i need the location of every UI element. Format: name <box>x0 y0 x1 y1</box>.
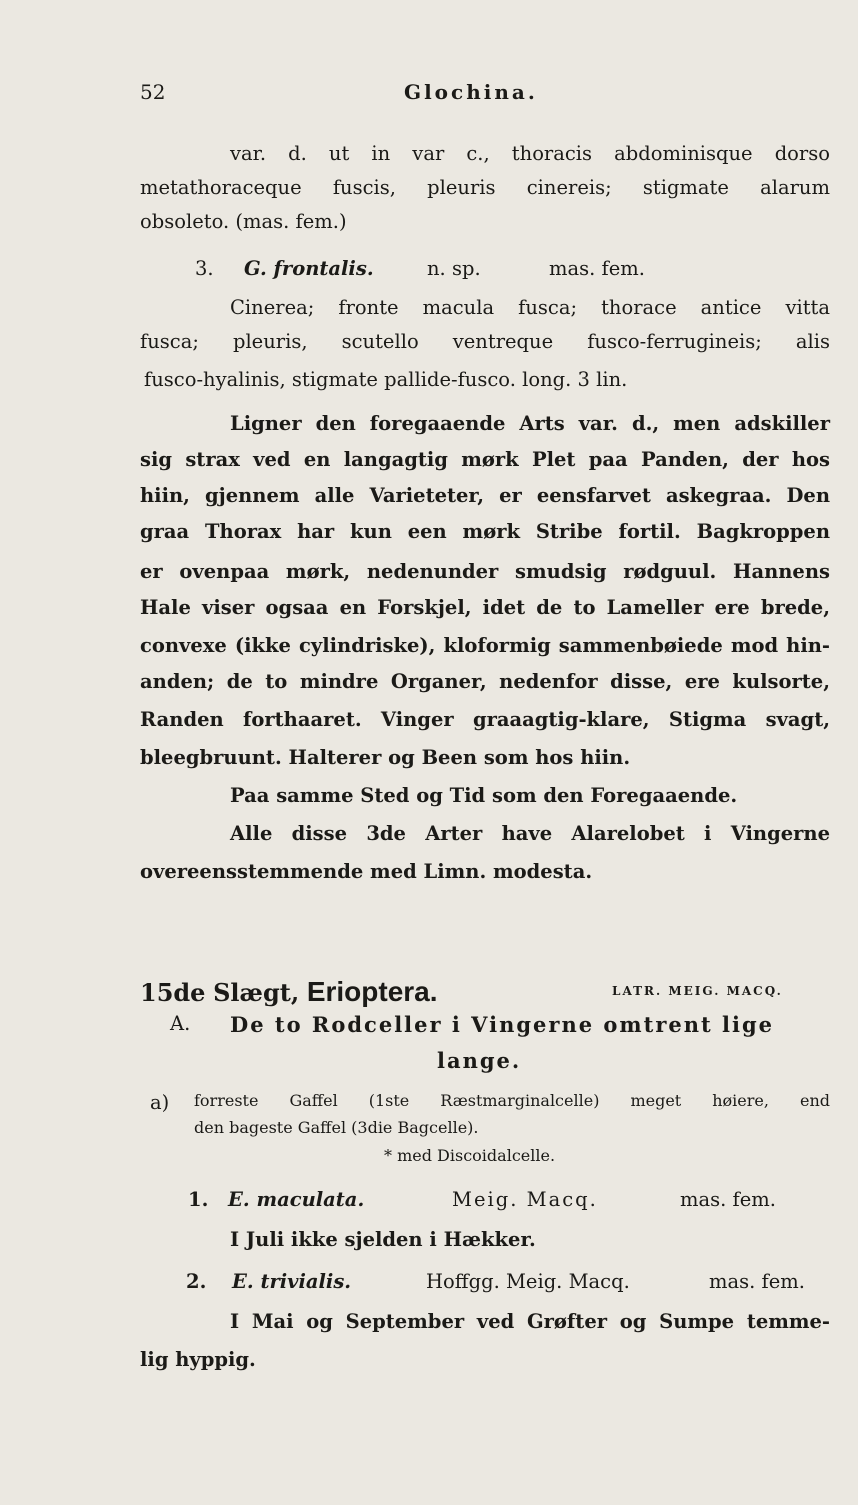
running-title: Glochina. <box>404 80 538 104</box>
species-authority: Meig. Macq. <box>452 1188 598 1211</box>
text-line: convexe (ikke cylindriske), kloformig sammenbøiede mod hin- <box>140 634 830 657</box>
species-habitat: I Mai og September ved Grøfter og Sumpe temme- <box>230 1310 830 1333</box>
species-sex: mas. fem. <box>680 1188 776 1211</box>
text-line: Cinerea; fronte macula fusca; thorace antice vitta <box>230 296 830 319</box>
text-line: var. d. ut in var c., thoracis abdominisque dorso <box>230 142 830 165</box>
text-line: Ligner den foregaaende Arts var. d., men adskiller <box>230 412 830 435</box>
text-line: Randen forthaaret. Vinger graaagtig-klare, Stigma svagt, <box>140 708 830 731</box>
group-label: A. <box>170 1012 191 1035</box>
species-name: G. frontalis. <box>244 257 374 280</box>
text-line: anden; de to mindre Organer, nedenfor disse, ere kulsorte, <box>140 670 830 693</box>
page-number: 52 <box>140 80 166 104</box>
text-line: overeensstemmende med Limn. modesta. <box>140 860 593 883</box>
species-number: 1. <box>188 1188 209 1211</box>
species-sex: mas. fem. <box>549 257 645 280</box>
species-sex: mas. fem. <box>709 1270 805 1293</box>
text-line: obsoleto. (mas. fem.) <box>140 210 347 233</box>
species-authority: Hoffgg. Meig. Macq. <box>426 1270 630 1293</box>
text-line: Alle disse 3de Arter have Alarelobet i Vingerne <box>230 822 830 845</box>
text-line: hiin, gjennem alle Varieteter, er eensfarvet askegraa. Den <box>140 484 830 507</box>
text-line: metathoraceque fuscis, pleuris cinereis; stigmate alarum <box>140 176 830 199</box>
species-name: E. trivialis. <box>232 1270 352 1293</box>
genus-danish: Slægt, <box>213 978 300 1007</box>
text-line: bleegbruunt. Halterer og Been som hos hiin. <box>140 746 631 769</box>
section-number: 15de <box>140 978 206 1007</box>
text-line: Hale viser ogsaa en Forskjel, idet de to Lameller ere brede, <box>140 596 830 619</box>
species-nsp: n. sp. <box>427 257 481 280</box>
section-heading <box>140 976 858 1008</box>
genus-authors: LATR. MEIG. MACQ. <box>612 984 783 998</box>
subgroup-text: den bageste Gaffel (3die Bagcelle). <box>194 1118 479 1137</box>
text-line: sig strax ved en langagtig mørk Plet paa Panden, der hos <box>140 448 830 471</box>
species-number: 3. <box>195 257 214 280</box>
subgroup-text: forreste Gaffel (1ste Ræstmarginalcelle) meget høiere, end <box>194 1091 830 1110</box>
subgroup-label: a) <box>150 1091 170 1114</box>
group-text: De to Rodceller i Vingerne omtrent lige <box>230 1012 775 1037</box>
species-name: E. maculata. <box>228 1188 365 1211</box>
species-habitat: I Juli ikke sjelden i Hækker. <box>230 1228 536 1251</box>
species-number: 2. <box>186 1270 207 1293</box>
text-line: fusco-hyalinis, stigmate pallide-fusco. long. 3 lin. <box>144 368 628 391</box>
text-line: Paa samme Sted og Tid som den Foregaaende. <box>230 784 738 807</box>
species-habitat: lig hyppig. <box>140 1348 256 1371</box>
text-line: er ovenpaa mørk, nedenunder smudsig rødguul. Hannens <box>140 560 830 583</box>
subgroup-note: * med Discoidalcelle. <box>384 1146 556 1165</box>
text-line: graa Thorax har kun een mørk Stribe fortil. Bagkroppen <box>140 520 830 543</box>
genus-latin: Erioptera. <box>306 976 438 1007</box>
text-line: fusca; pleuris, scutello ventreque fusco-ferrugineis; alis <box>140 330 830 353</box>
group-text: lange. <box>437 1048 522 1073</box>
